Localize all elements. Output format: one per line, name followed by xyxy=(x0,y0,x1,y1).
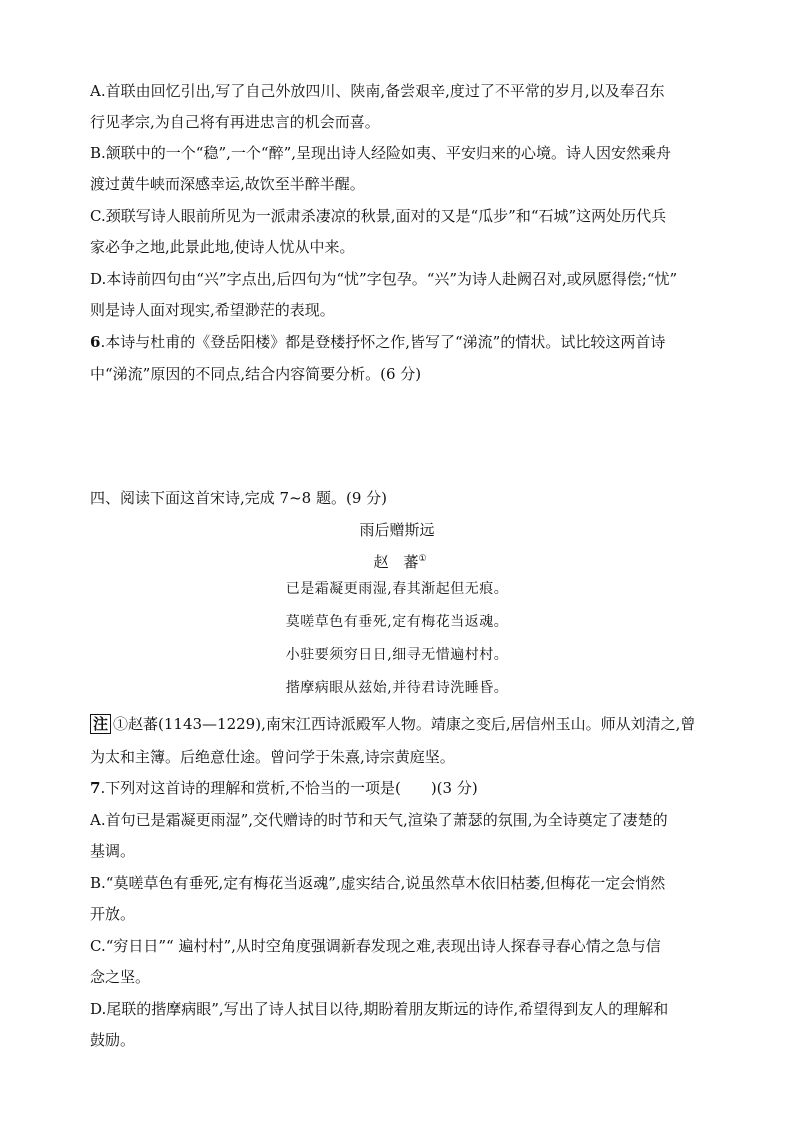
q6-line2: 中“涕流”原因的不同点,结合内容简要分析。(6 分) xyxy=(90,365,422,383)
q7-option-c-line2: 念之坚。 xyxy=(90,968,151,986)
poem-author-name: 赵 蕃 xyxy=(373,553,419,571)
q6-line1 xyxy=(90,332,702,352)
note-line2: 为太和主簿。后绝意仕途。曾问学于朱熹,诗宗黄庭坚。 xyxy=(90,748,455,766)
q5-option-a-line1: A.首联由回忆引出,写了自己外放四川、陕南,备尝艰辛,度过了不平常的岁月,以及奉召东 xyxy=(90,82,665,100)
q5-option-d-line2: 则是诗人面对现实,希望渺茫的表现。 xyxy=(90,301,335,319)
q5-option-b-line1: B.颔联中的一个“稳”,一个“醉”,呈现出诗人经险如夷、平安归来的心境。诗人因安然乘舟 xyxy=(90,144,672,162)
q7-option-d-line2: 鼓励。 xyxy=(90,1031,136,1049)
q7-option-b-line2: 开放。 xyxy=(90,905,136,923)
poem-author xyxy=(0,549,794,572)
section4-heading: 四、阅读下面这首宋诗,完成 7~8 题。(9 分) xyxy=(90,489,387,507)
note-text: ①赵蕃(1143—1229),南宋江西诗派殿军人物。靖康之变后,居信州玉山。师从刘清之,曾 xyxy=(113,715,696,733)
q7-number: 7 xyxy=(90,779,101,797)
q5-option-a-line2: 行见孝宗,为自己将有再进忠言的机会而喜。 xyxy=(90,113,380,131)
q5-option-b-line2: 渡过黄牛峡而深感幸运,故饮至半醉半醒。 xyxy=(90,175,365,193)
note-label: 注 xyxy=(90,714,111,734)
poem-title: 雨后赠斯远 xyxy=(359,521,435,539)
q5-option-c-line2: 家必争之地,此景此地,使诗人忧从中来。 xyxy=(90,238,355,256)
poem-author-note-mark: ① xyxy=(418,554,427,564)
q6-text: .本诗与杜甫的《登岳阳楼》都是登楼抒怀之作,皆写了“涕流”的情状。试比较这两首诗 xyxy=(100,333,666,351)
q7-stem-line xyxy=(90,778,702,798)
poem-line-3: 小驻要须穷日日,细寻无惜遍村村。 xyxy=(285,647,509,663)
poem-line-2: 莫嗟草色有垂死,定有梅花当返魂。 xyxy=(285,614,509,630)
poem-line-1: 已是霜凝更雨湿,春其渐起但无痕。 xyxy=(285,581,509,597)
q6-number: 6 xyxy=(90,333,101,351)
q7-option-a-line2: 基调。 xyxy=(90,842,136,860)
note-line1 xyxy=(90,714,702,734)
q5-option-c-line1: C.颈联写诗人眼前所见为一派肃杀凄凉的秋景,面对的又是“瓜步”和“石城”这两处历代兵 xyxy=(90,207,667,225)
q7-option-d-line1: D.尾联的揩摩病眼”,写出了诗人拭目以待,期盼着朋友斯远的诗作,希望得到友人的理解和 xyxy=(90,1000,669,1018)
q7-stem: .下列对这首诗的理解和赏析,不恰当的一项是( )(3 分) xyxy=(100,779,478,797)
q7-option-c-line1: C.“穷日日”“ 遍村村”,从时空角度强调新春发现之难,表现出诗人探春寻春心情之急与信 xyxy=(90,937,661,955)
q7-option-a-line1: A.首句已是霜凝更雨湿”,交代赠诗的时节和天气,渲染了萧瑟的氛围,为全诗奠定了凄楚的 xyxy=(90,811,668,829)
q5-option-d-line1: D.本诗前四句由“兴”字点出,后四句为“忧”字包孕。“兴”为诗人赴阙召对,或夙愿得偿;“忧” xyxy=(90,270,678,288)
poem-line-4: 揩摩病眼从兹始,并待君诗洗睡昏。 xyxy=(285,680,509,696)
q7-option-b-line1: B.“莫嗟草色有垂死,定有梅花当返魂”,虚实结合,说虽然草木依旧枯萎,但梅花一定会悄然 xyxy=(90,874,666,892)
